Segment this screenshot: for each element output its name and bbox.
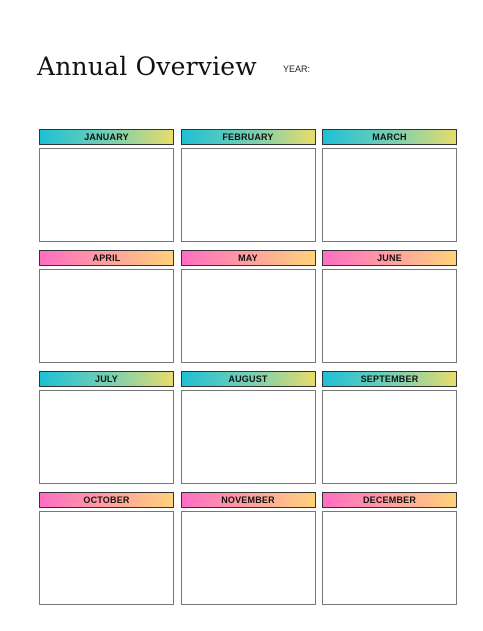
month-notes-box-april[interactable] (39, 269, 174, 363)
month-block-november (181, 492, 316, 605)
month-notes-box-august[interactable] (181, 390, 316, 484)
month-header-november: NOVEMBER (181, 492, 316, 508)
month-block-february (181, 129, 316, 242)
month-block-may (181, 250, 316, 363)
month-block-august (181, 371, 316, 484)
month-block-june (322, 250, 457, 363)
month-block-october (39, 492, 174, 605)
month-header-may: MAY (181, 250, 316, 266)
month-block-july (39, 371, 174, 484)
month-header-april: APRIL (39, 250, 174, 266)
month-header-september: SEPTEMBER (322, 371, 457, 387)
month-block-september (322, 371, 457, 484)
month-notes-box-january[interactable] (39, 148, 174, 242)
year-label: YEAR: (283, 64, 311, 74)
month-notes-box-december[interactable] (322, 511, 457, 605)
month-header-june: JUNE (322, 250, 457, 266)
month-notes-box-may[interactable] (181, 269, 316, 363)
month-header-august: AUGUST (181, 371, 316, 387)
month-block-april (39, 250, 174, 363)
month-header-january: JANUARY (39, 129, 174, 145)
month-notes-box-september[interactable] (322, 390, 457, 484)
page-title: Annual Overview (37, 52, 257, 81)
month-notes-box-october[interactable] (39, 511, 174, 605)
month-grid (39, 129, 457, 605)
month-block-january (39, 129, 174, 242)
month-header-march: MARCH (322, 129, 457, 145)
month-notes-box-november[interactable] (181, 511, 316, 605)
month-block-december (322, 492, 457, 605)
month-header-july: JULY (39, 371, 174, 387)
month-header-february: FEBRUARY (181, 129, 316, 145)
month-notes-box-july[interactable] (39, 390, 174, 484)
month-block-march (322, 129, 457, 242)
month-header-december: DECEMBER (322, 492, 457, 508)
month-notes-box-february[interactable] (181, 148, 316, 242)
month-notes-box-march[interactable] (322, 148, 457, 242)
month-header-october: OCTOBER (39, 492, 174, 508)
month-notes-box-june[interactable] (322, 269, 457, 363)
